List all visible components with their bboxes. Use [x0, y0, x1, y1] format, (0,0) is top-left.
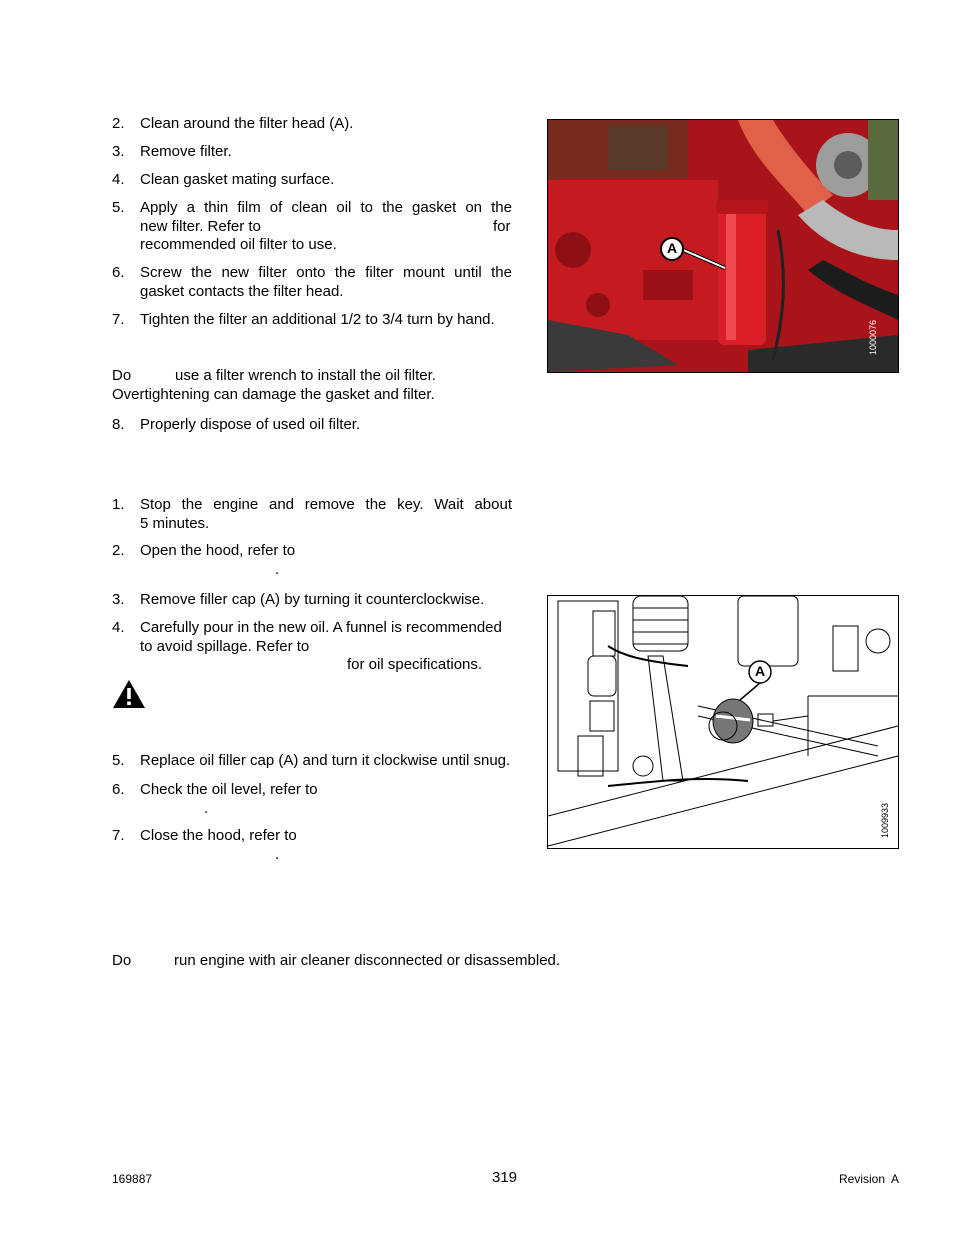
step-text-line: for — [493, 217, 511, 235]
step-text: Clean around the filter head (A). — [140, 115, 354, 132]
step-number: 2. — [112, 115, 125, 132]
step-text-line: Apply a thin film of clean oil to the gasket on the — [140, 199, 512, 216]
callout-a: A — [666, 240, 678, 256]
step-number: 8. — [112, 416, 125, 433]
step-text-line: Open the hood, refer to — [140, 542, 296, 559]
step-text-line: . — [204, 799, 209, 817]
step-6-screw-filter — [112, 264, 512, 302]
step-number: 5. — [112, 199, 125, 216]
figure-id: 1009933 — [880, 802, 890, 838]
page-number: 319 — [492, 1169, 518, 1186]
step-text-line: Stop the engine and remove the key. Wait about — [140, 496, 512, 513]
step-text: Remove filler cap (A) by turning it counterclockwise. — [140, 591, 485, 608]
step-text-line: Check the oil level, refer to — [140, 781, 318, 798]
step-text: Replace oil filler cap (A) and turn it clockwise until snug. — [140, 752, 511, 769]
step-number: 7. — [112, 827, 125, 844]
fill-step-7-close-hood — [112, 827, 512, 865]
step-text-line: for oil specifications. — [347, 656, 483, 673]
step-number: 3. — [112, 143, 125, 160]
step-number: 6. — [112, 781, 125, 798]
note-filter-line2: Overtightening can damage the gasket and filter. — [112, 386, 435, 403]
step-text-line: . — [275, 560, 280, 578]
step-text-line: . — [275, 845, 280, 863]
figure-id: 1000076 — [868, 319, 878, 355]
step-text-line: recommended oil filter to use. — [140, 236, 337, 253]
oil-filler-cap-drawing — [547, 595, 899, 849]
step-number: 4. — [112, 619, 125, 636]
fill-step-6-check-level — [112, 781, 512, 819]
step-text-line: gasket contacts the filter head. — [140, 282, 344, 300]
step-text-line: new filter. Refer to — [140, 217, 261, 235]
step-number: 2. — [112, 542, 125, 559]
fill-step-4-pour-oil — [112, 619, 512, 675]
step-number: 6. — [112, 264, 125, 281]
step-text: Remove filter. — [140, 143, 232, 160]
callout-a: A — [754, 663, 766, 679]
step-text: Clean gasket mating surface. — [140, 171, 335, 188]
step-text: Tighten the filter an additional 1/2 to 3/4 turn by hand. — [140, 311, 495, 328]
step-number: 5. — [112, 752, 125, 769]
step-5-apply-oil — [112, 199, 512, 255]
step-text-line: Close the hood, refer to — [140, 827, 297, 844]
step-text-line: 5 minutes. — [140, 514, 210, 532]
footer-revision: Revision A — [839, 1172, 900, 1186]
step-text-line: Carefully pour in the new oil. A funnel is recommended — [140, 619, 502, 636]
step-text-line: Screw the new filter onto the filter mount until the — [140, 264, 512, 281]
fill-step-2-open-hood — [112, 542, 512, 580]
fill-step-1-stop-engine — [112, 496, 512, 534]
note-air-cleaner-word: Do — [112, 952, 132, 969]
oil-filter-photo — [547, 119, 899, 373]
note-filter-wrench — [112, 366, 131, 385]
step-text: Properly dispose of used oil filter. — [140, 416, 361, 433]
step-text-line: to avoid spillage. Refer to — [140, 637, 310, 655]
note-air-cleaner-text: run engine with air cleaner disconnected or disassembled. — [174, 952, 561, 969]
step-number: 7. — [112, 311, 125, 328]
footer-doc-number: 169887 — [112, 1172, 153, 1186]
note-filter-line1: use a filter wrench to install the oil filter. — [175, 367, 436, 384]
step-number: 3. — [112, 591, 125, 608]
warning-triangle-icon — [112, 679, 146, 709]
note-word: Do — [112, 367, 132, 384]
step-number: 1. — [112, 496, 125, 513]
step-number: 4. — [112, 171, 125, 188]
